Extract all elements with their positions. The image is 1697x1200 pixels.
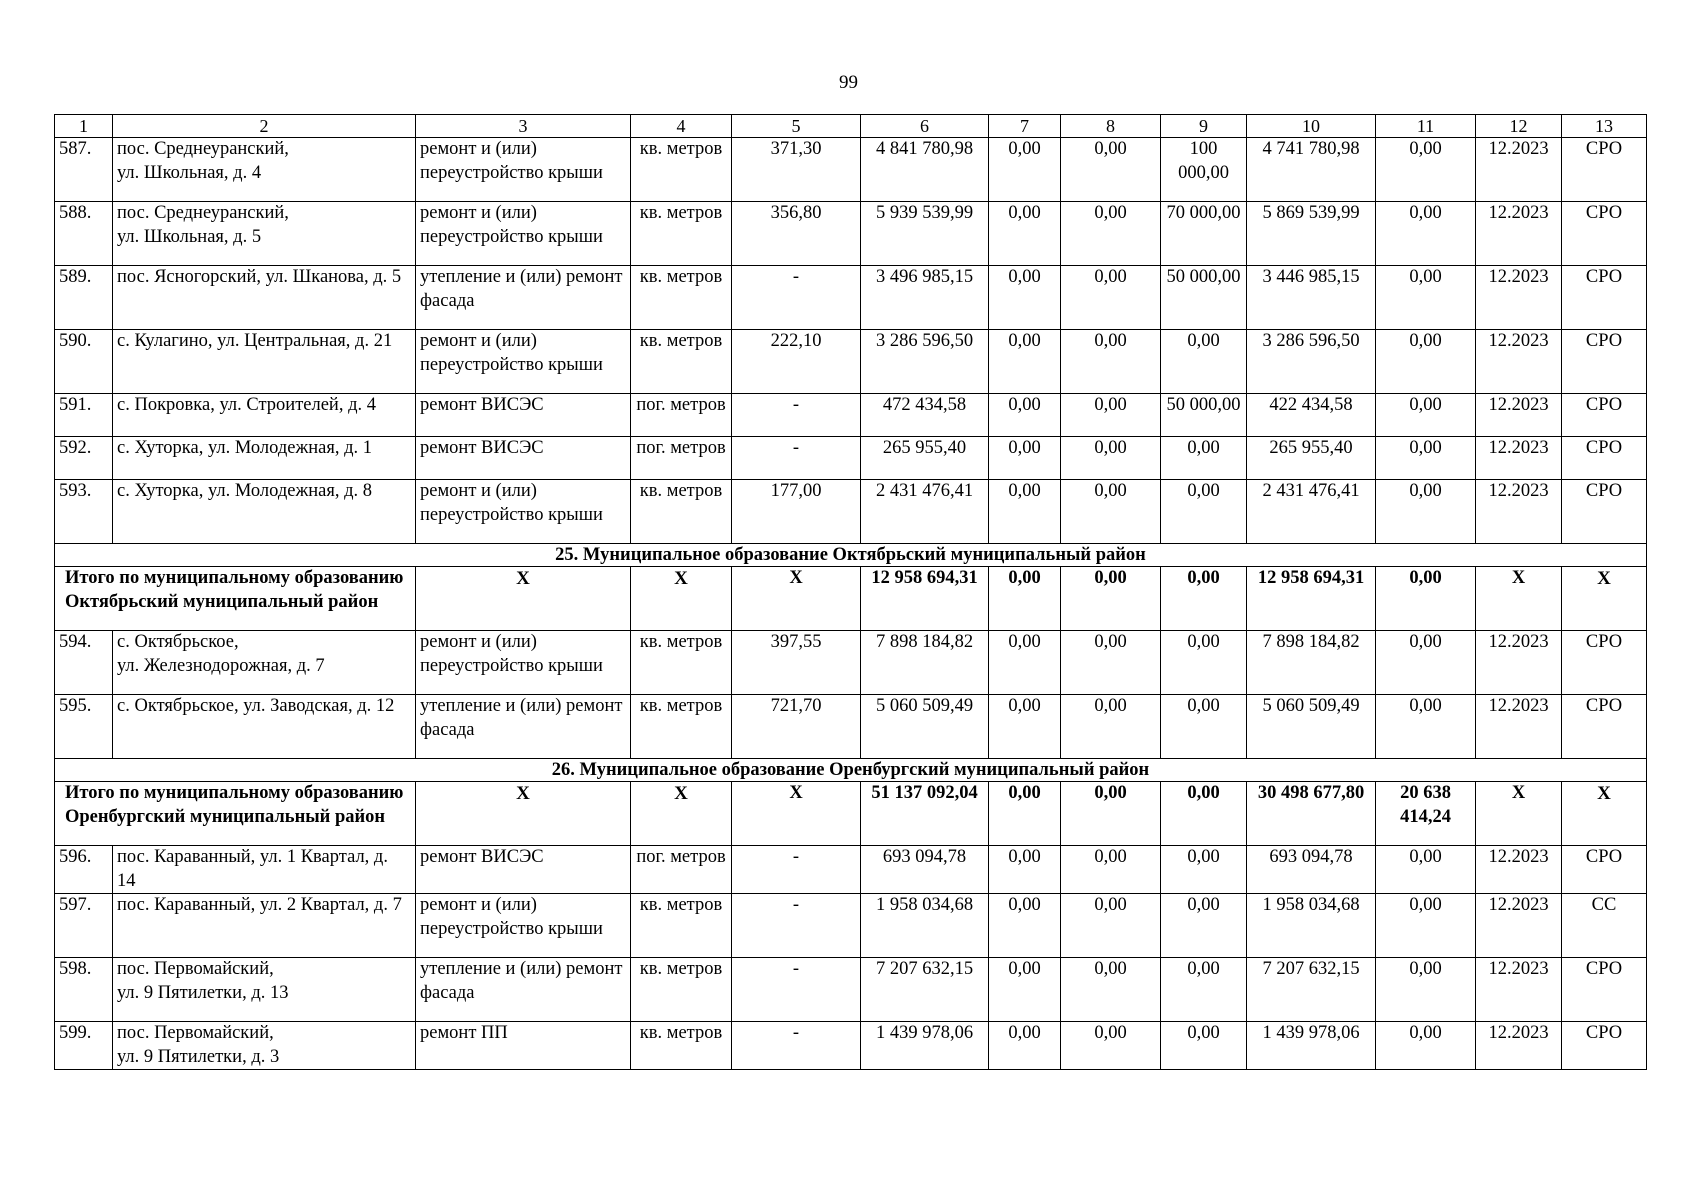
deadline-cell: 12.2023 [1476, 846, 1562, 894]
fund-method-cell: СРО [1562, 1022, 1647, 1070]
address-line: с. Покровка, ул. Строителей, д. 4 [117, 395, 376, 415]
amount-cell: 0,00 [1061, 695, 1161, 759]
table-row [55, 631, 1647, 695]
row-number: 599. [55, 1022, 113, 1070]
area-cell: X [732, 567, 861, 631]
deadline-cell: 12.2023 [1476, 958, 1562, 1022]
x-mark: X [1476, 567, 1562, 631]
amount-cell: 1 958 034,68 [861, 894, 989, 958]
amount-cell: 265 955,40 [1247, 437, 1376, 480]
fund-method-cell: СРО [1562, 330, 1647, 394]
deadline-cell: 12.2023 [1476, 330, 1562, 394]
address-line: пос. Первомайский, [117, 959, 274, 979]
column-number: 7 [989, 115, 1061, 138]
amount-cell: 3 286 596,50 [861, 330, 989, 394]
address-line: с. Октябрьское, [117, 632, 239, 652]
area-cell: 177,00 [732, 480, 861, 544]
page-number: 99 [839, 72, 858, 93]
address-line: с. Хуторка, ул. Молодежная, д. 8 [117, 481, 373, 501]
amount-cell: 12 958 694,31 [861, 567, 989, 631]
amount-cell: 50 000,00 [1161, 394, 1247, 437]
column-number: 3 [416, 115, 631, 138]
area-cell: 397,55 [732, 631, 861, 695]
row-number: 594. [55, 631, 113, 695]
column-number: 10 [1247, 115, 1376, 138]
fund-method-cell: СРО [1562, 202, 1647, 266]
area-cell: - [732, 394, 861, 437]
address-cell [113, 330, 416, 394]
subtotal-row [55, 782, 1647, 846]
column-number: 8 [1061, 115, 1161, 138]
amount-cell: 3 446 985,15 [1247, 266, 1376, 330]
table-row [55, 1022, 1647, 1070]
area-cell: 356,80 [732, 202, 861, 266]
fund-method-cell: СС [1562, 894, 1647, 958]
amount-cell: 4 741 780,98 [1247, 138, 1376, 202]
column-number: 4 [631, 115, 732, 138]
amount-cell: 0,00 [1061, 894, 1161, 958]
amount-cell: 100 000,00 [1161, 138, 1247, 202]
row-number: 595. [55, 695, 113, 759]
amount-cell: 0,00 [1376, 695, 1476, 759]
amount-cell: 0,00 [1061, 480, 1161, 544]
amount-cell: 0,00 [1376, 330, 1476, 394]
area-cell: - [732, 894, 861, 958]
table-row [55, 138, 1647, 202]
row-number: 588. [55, 202, 113, 266]
amount-cell: 0,00 [989, 894, 1061, 958]
amount-cell: 0,00 [1061, 138, 1161, 202]
work-type-cell: ремонт ПП [416, 1022, 631, 1070]
address-line: пос. Караванный, ул. 2 Квартал, д. 7 [117, 895, 402, 915]
area-cell: 721,70 [732, 695, 861, 759]
table-row [55, 894, 1647, 958]
amount-cell: 0,00 [1061, 394, 1161, 437]
x-mark: X [631, 567, 732, 631]
amount-cell: 51 137 092,04 [861, 782, 989, 846]
amount-cell: 7 898 184,82 [861, 631, 989, 695]
area-cell: - [732, 846, 861, 894]
amount-cell: 0,00 [1061, 631, 1161, 695]
amount-cell: 0,00 [1161, 330, 1247, 394]
unit-cell: пог. метров [631, 437, 732, 480]
amount-cell: 265 955,40 [861, 437, 989, 480]
address-cell [113, 846, 416, 894]
column-number: 12 [1476, 115, 1562, 138]
amount-cell: 70 000,00 [1161, 202, 1247, 266]
fund-method-cell: СРО [1562, 394, 1647, 437]
amount-cell: 0,00 [1061, 202, 1161, 266]
deadline-cell: 12.2023 [1476, 437, 1562, 480]
table-row [55, 394, 1647, 437]
amount-cell: 0,00 [989, 1022, 1061, 1070]
x-mark: X [1476, 782, 1562, 846]
amount-cell: 0,00 [1161, 480, 1247, 544]
amount-cell: 0,00 [989, 480, 1061, 544]
amount-cell: 7 898 184,82 [1247, 631, 1376, 695]
fund-method-cell: СРО [1562, 437, 1647, 480]
area-cell: X [732, 782, 861, 846]
amount-cell: 2 431 476,41 [861, 480, 989, 544]
row-number: 590. [55, 330, 113, 394]
work-type-cell: ремонт и (или) переустройство крыши [416, 202, 631, 266]
area-cell: 222,10 [732, 330, 861, 394]
deadline-cell: 12.2023 [1476, 695, 1562, 759]
work-type-cell: ремонт и (или) переустройство крыши [416, 480, 631, 544]
amount-cell: 20 638 414,24 [1376, 782, 1476, 846]
x-mark: X [416, 782, 631, 846]
amount-cell: 1 439 978,06 [1247, 1022, 1376, 1070]
work-type-cell: ремонт и (или) переустройство крыши [416, 138, 631, 202]
address-line: ул. Железнодорожная, д. 7 [117, 655, 325, 676]
amount-cell: 0,00 [989, 330, 1061, 394]
amount-cell: 0,00 [1161, 958, 1247, 1022]
amount-cell: 1 439 978,06 [861, 1022, 989, 1070]
column-number: 5 [732, 115, 861, 138]
amount-cell: 0,00 [989, 138, 1061, 202]
amount-cell: 0,00 [989, 958, 1061, 1022]
amount-cell: 2 431 476,41 [1247, 480, 1376, 544]
amount-cell: 0,00 [989, 695, 1061, 759]
address-line: пос. Среднеуранский, [117, 139, 289, 159]
area-cell: - [732, 958, 861, 1022]
fund-method-cell: СРО [1562, 846, 1647, 894]
amount-cell: 0,00 [1061, 266, 1161, 330]
amount-cell: 3 286 596,50 [1247, 330, 1376, 394]
section-title: 25. Муниципальное образование Октябрьский муниципальный район [55, 544, 1647, 567]
amount-cell: 0,00 [989, 266, 1061, 330]
amount-cell: 7 207 632,15 [861, 958, 989, 1022]
amount-cell: 3 496 985,15 [861, 266, 989, 330]
amount-cell: 0,00 [1061, 567, 1161, 631]
unit-cell: пог. метров [631, 394, 732, 437]
amount-cell: 693 094,78 [861, 846, 989, 894]
address-line: пос. Среднеуранский, [117, 203, 289, 223]
amount-cell: 4 841 780,98 [861, 138, 989, 202]
amount-cell: 0,00 [989, 437, 1061, 480]
amount-cell: 0,00 [1376, 631, 1476, 695]
amount-cell: 0,00 [989, 846, 1061, 894]
amount-cell: 0,00 [1061, 846, 1161, 894]
work-type-cell: ремонт ВИСЭС [416, 437, 631, 480]
amount-cell: 0,00 [1376, 480, 1476, 544]
amount-cell: 0,00 [989, 631, 1061, 695]
address-cell [113, 202, 416, 266]
amount-cell: 0,00 [1161, 437, 1247, 480]
amount-cell: 0,00 [1376, 1022, 1476, 1070]
unit-cell: кв. метров [631, 266, 732, 330]
fund-method-cell: СРО [1562, 266, 1647, 330]
amount-cell: 0,00 [1061, 958, 1161, 1022]
amount-cell: 0,00 [1376, 894, 1476, 958]
x-mark: X [416, 567, 631, 631]
unit-cell: кв. метров [631, 138, 732, 202]
work-type-cell: утепление и (или) ремонт фасада [416, 695, 631, 759]
column-number: 9 [1161, 115, 1247, 138]
unit-cell: кв. метров [631, 330, 732, 394]
area-cell: 371,30 [732, 138, 861, 202]
table-row [55, 266, 1647, 330]
unit-cell: кв. метров [631, 1022, 732, 1070]
column-number: 11 [1376, 115, 1476, 138]
address-cell [113, 437, 416, 480]
subtotal-label: Итого по муниципальному образованию Октябрьский муниципальный район [55, 567, 416, 631]
fund-method-cell: СРО [1562, 480, 1647, 544]
work-type-cell: ремонт и (или) переустройство крыши [416, 631, 631, 695]
amount-cell: 0,00 [1161, 782, 1247, 846]
work-type-cell: ремонт ВИСЭС [416, 846, 631, 894]
amount-cell: 30 498 677,80 [1247, 782, 1376, 846]
unit-cell: пог. метров [631, 846, 732, 894]
address-cell [113, 1022, 416, 1070]
work-type-cell: ремонт и (или) переустройство крыши [416, 330, 631, 394]
address-line: с. Кулагино, ул. Центральная, д. 21 [117, 331, 393, 351]
table-row [55, 695, 1647, 759]
address-line: ул. 9 Пятилетки, д. 13 [117, 982, 289, 1003]
unit-cell: кв. метров [631, 631, 732, 695]
amount-cell: 5 060 509,49 [861, 695, 989, 759]
row-number: 596. [55, 846, 113, 894]
row-number: 587. [55, 138, 113, 202]
amount-cell: 0,00 [1376, 202, 1476, 266]
section-header-row [55, 544, 1647, 567]
amount-cell: 693 094,78 [1247, 846, 1376, 894]
amount-cell: 0,00 [1376, 394, 1476, 437]
amount-cell: 12 958 694,31 [1247, 567, 1376, 631]
amount-cell: 5 060 509,49 [1247, 695, 1376, 759]
row-number: 593. [55, 480, 113, 544]
fund-method-cell: СРО [1562, 695, 1647, 759]
deadline-cell: 12.2023 [1476, 266, 1562, 330]
subtotal-row [55, 567, 1647, 631]
deadline-cell: 12.2023 [1476, 394, 1562, 437]
area-cell: - [732, 437, 861, 480]
amount-cell: 0,00 [1161, 567, 1247, 631]
address-cell [113, 138, 416, 202]
address-line: с. Октябрьское, ул. Заводская, д. 12 [117, 696, 395, 716]
x-mark: X [1562, 782, 1647, 846]
subtotal-label: Итого по муниципальному образованию Оренбургский муниципальный район [55, 782, 416, 846]
amount-cell: 0,00 [1161, 1022, 1247, 1070]
table-row [55, 437, 1647, 480]
amount-cell: 0,00 [989, 394, 1061, 437]
table-row [55, 202, 1647, 266]
amount-cell: 0,00 [1376, 958, 1476, 1022]
unit-cell: кв. метров [631, 480, 732, 544]
column-number: 2 [113, 115, 416, 138]
amount-cell: 0,00 [1376, 266, 1476, 330]
amount-cell: 0,00 [1161, 631, 1247, 695]
area-cell: - [732, 1022, 861, 1070]
section-title: 26. Муниципальное образование Оренбургский муниципальный район [55, 759, 1647, 782]
column-number: 1 [55, 115, 113, 138]
amount-cell: 0,00 [1061, 782, 1161, 846]
deadline-cell: 12.2023 [1476, 202, 1562, 266]
amount-cell: 422 434,58 [1247, 394, 1376, 437]
deadline-cell: 12.2023 [1476, 480, 1562, 544]
table-row [55, 958, 1647, 1022]
amount-cell: 0,00 [1161, 894, 1247, 958]
table-row [55, 846, 1647, 894]
address-cell [113, 958, 416, 1022]
amount-cell: 0,00 [989, 567, 1061, 631]
area-cell: - [732, 266, 861, 330]
amount-cell: 472 434,58 [861, 394, 989, 437]
unit-cell: кв. метров [631, 202, 732, 266]
address-cell [113, 695, 416, 759]
fund-method-cell: СРО [1562, 138, 1647, 202]
address-cell [113, 631, 416, 695]
address-line: с. Хуторка, ул. Молодежная, д. 1 [117, 438, 373, 458]
address-line: пос. Караванный, ул. 1 Квартал, д. 14 [117, 847, 388, 891]
work-type-cell: утепление и (или) ремонт фасада [416, 266, 631, 330]
row-number: 598. [55, 958, 113, 1022]
amount-cell: 0,00 [1061, 437, 1161, 480]
work-type-cell: ремонт и (или) переустройство крыши [416, 894, 631, 958]
address-line: ул. Школьная, д. 4 [117, 162, 262, 183]
address-cell [113, 894, 416, 958]
row-number: 592. [55, 437, 113, 480]
deadline-cell: 12.2023 [1476, 138, 1562, 202]
amount-cell: 5 869 539,99 [1247, 202, 1376, 266]
amount-cell: 0,00 [1061, 330, 1161, 394]
table-row [55, 480, 1647, 544]
address-line: пос. Первомайский, [117, 1023, 274, 1043]
unit-cell: кв. метров [631, 958, 732, 1022]
address-cell [113, 266, 416, 330]
amount-cell: 1 958 034,68 [1247, 894, 1376, 958]
table-row [55, 330, 1647, 394]
amount-cell: 0,00 [989, 202, 1061, 266]
amount-cell: 0,00 [1376, 138, 1476, 202]
amount-cell: 0,00 [1161, 846, 1247, 894]
amount-cell: 0,00 [1376, 437, 1476, 480]
amount-cell: 0,00 [1376, 846, 1476, 894]
unit-cell: кв. метров [631, 695, 732, 759]
address-cell [113, 394, 416, 437]
row-number: 591. [55, 394, 113, 437]
amount-cell: 7 207 632,15 [1247, 958, 1376, 1022]
row-number: 589. [55, 266, 113, 330]
address-line: ул. 9 Пятилетки, д. 3 [117, 1046, 280, 1067]
fund-method-cell: СРО [1562, 958, 1647, 1022]
amount-cell: 0,00 [989, 782, 1061, 846]
x-mark: X [1562, 567, 1647, 631]
deadline-cell: 12.2023 [1476, 894, 1562, 958]
column-number-row [55, 115, 1647, 138]
deadline-cell: 12.2023 [1476, 1022, 1562, 1070]
amount-cell: 5 939 539,99 [861, 202, 989, 266]
amount-cell: 0,00 [1161, 695, 1247, 759]
section-header-row [55, 759, 1647, 782]
address-cell [113, 480, 416, 544]
fund-method-cell: СРО [1562, 631, 1647, 695]
amount-cell: 50 000,00 [1161, 266, 1247, 330]
deadline-cell: 12.2023 [1476, 631, 1562, 695]
column-number: 13 [1562, 115, 1647, 138]
row-number: 597. [55, 894, 113, 958]
unit-cell: кв. метров [631, 894, 732, 958]
amount-cell: 0,00 [1061, 1022, 1161, 1070]
x-mark: X [631, 782, 732, 846]
work-type-cell: утепление и (или) ремонт фасада [416, 958, 631, 1022]
column-number: 6 [861, 115, 989, 138]
amount-cell: 0,00 [1376, 567, 1476, 631]
address-line: пос. Ясногорский, ул. Шканова, д. 5 [117, 267, 402, 287]
capital-repair-table [54, 114, 1647, 1070]
work-type-cell: ремонт ВИСЭС [416, 394, 631, 437]
table-body [55, 115, 1647, 1070]
address-line: ул. Школьная, д. 5 [117, 226, 262, 247]
